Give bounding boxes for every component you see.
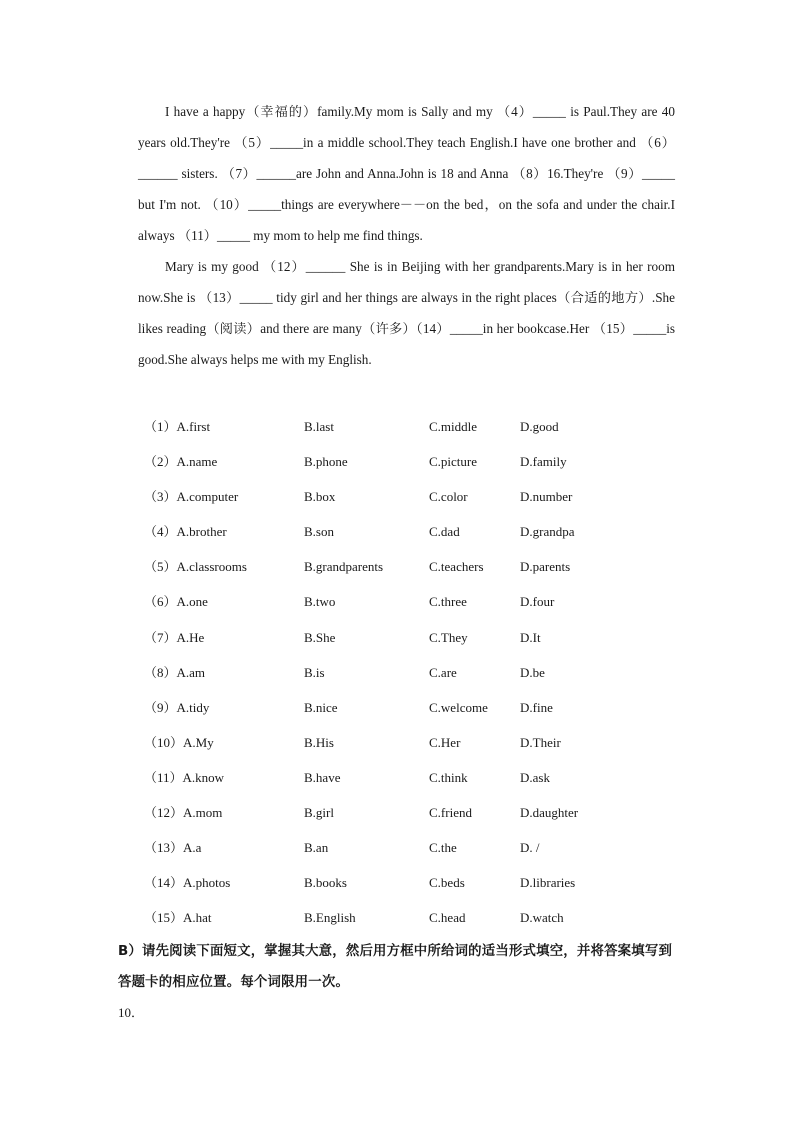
option-b: B.books [304,875,347,891]
option-b: B.English [304,910,356,926]
option-a: （8）A.am [144,664,206,680]
option-d: D.number [520,489,573,505]
option-c: C.welcome [429,699,488,715]
option-a: （7）A.He [144,629,205,645]
option-b: B.is [304,664,325,680]
option-c: C.think [429,769,468,785]
option-row [144,584,704,619]
option-d: D.grandpa [520,524,575,540]
option-a: （4）A.brother [144,524,227,540]
option-d: D.daughter [520,805,579,821]
option-b: B.nice [304,699,338,715]
option-d: D.four [520,594,555,610]
option-d: D.good [520,419,559,434]
option-row [144,795,704,830]
option-row [144,760,704,795]
option-d: D. / [520,840,540,856]
option-a: （13）A.a [144,840,202,856]
option-c: C.color [429,489,468,505]
option-c: C.three [429,594,467,610]
option-a: （9）A.tidy [144,699,210,715]
option-a: （2）A.name [144,454,218,470]
passage-paragraph-1: I have a happy（幸福的）family.My mom is Sally and my （4）_____ is Paul.They are 40 years old.They're （5）_____in a middle school.They teach English.I have one brother and （6）______ sisters. （7）______are John and Anna.John is 18 and Anna （8）16.They're （9）_____ but I'm not. （10）_____things are everywhere－－on the bed，on the sofa and under the chair.I always （11）_____ my mom to help me find things. [138,104,675,243]
option-a: （1）A.first [144,419,211,434]
option-row [144,830,704,865]
option-row [144,444,704,479]
option-b: B.an [304,840,329,856]
option-c: C.picture [429,454,478,470]
option-b: B.grandparents [304,559,384,575]
option-a: （10）A.My [144,734,214,750]
reading-passage [138,96,675,375]
option-row [144,865,704,900]
option-row [144,690,704,725]
option-d: D.Their [520,734,561,750]
option-a: （11）A.know [144,769,225,785]
option-c: C.They [429,629,468,645]
option-b: B.last [304,419,334,434]
option-row [144,725,704,760]
answer-options [144,409,704,935]
option-c: C.are [429,664,457,680]
option-row [144,655,704,690]
option-c: C.friend [429,805,472,821]
option-row [144,549,704,584]
option-a: （12）A.mom [144,805,223,821]
option-d: D.parents [520,559,571,575]
option-c: C.the [429,840,457,856]
option-row [144,900,704,935]
option-row [144,514,704,549]
option-b: B.His [304,734,334,750]
option-b: B.two [304,594,336,610]
option-d: D.It [520,629,541,645]
option-d: D.ask [520,769,550,785]
option-b: B.phone [304,454,348,470]
section-b-instruction: B）请先阅读下面短文，掌握其大意，然后用方框中所给词的适当形式填空，并将答案填写到答题卡的相应位置。每个词限用一次。 [118,944,673,990]
option-c: C.middle [429,419,478,434]
option-c: C.beds [429,875,465,891]
option-d: D.family [520,454,567,470]
option-a: （6）A.one [144,594,208,610]
option-b: B.girl [304,805,334,821]
option-c: C.head [429,910,466,926]
option-c: C.Her [429,734,461,750]
option-row [144,620,704,655]
passage-paragraph-2: Mary is my good （12）______ She is in Beijing with her grandparents.Mary is in her room now.She is （13）_____ tidy girl and her things are always in the right places（合适的地方）.She likes reading（阅读）and there are many（许多）（14）_____in her bookcase.Her （15）_____is good.She always helps me with my English. [138,259,675,367]
option-a: （3）A.computer [144,489,239,505]
option-d: D.be [520,664,545,680]
option-c: C.dad [429,524,460,540]
option-d: D.watch [520,910,564,926]
option-d: D.libraries [520,875,576,891]
option-b: B.have [304,769,341,785]
option-a: （5）A.classrooms [144,559,247,575]
question-number: 10． [118,1005,145,1020]
option-row [144,409,704,444]
option-row [144,479,704,514]
option-b: B.son [304,524,334,540]
option-d: D.fine [520,699,553,715]
option-c: C.teachers [429,559,484,575]
option-a: （14）A.photos [144,875,231,891]
option-b: B.box [304,489,336,505]
option-a: （15）A.hat [144,910,212,926]
option-b: B.She [304,629,336,645]
